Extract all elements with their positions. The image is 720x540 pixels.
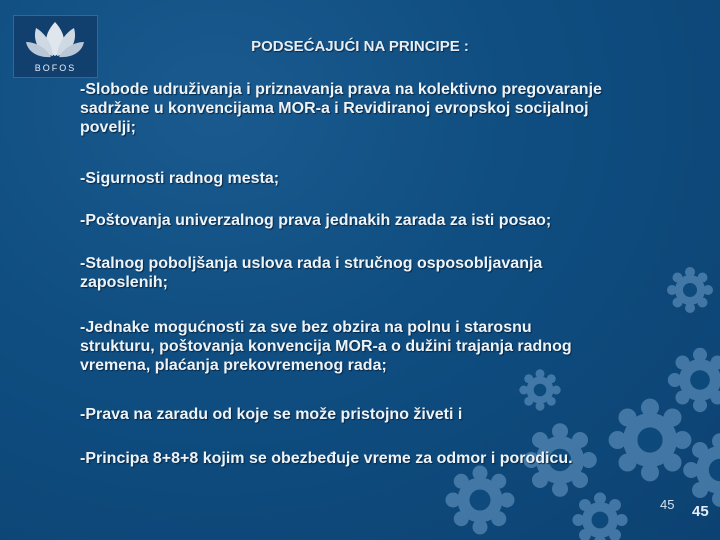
list-item: -Prava na zaradu od koje se može pristojno živeti i	[80, 406, 463, 423]
list-item: -Sigurnosti radnog mesta;	[80, 170, 280, 187]
company-logo	[13, 15, 98, 78]
list-item: -Principa 8+8+8 kojim se obezbeđuje vreme za odmor i porodicu.	[80, 450, 573, 467]
slide-title: PODSEĆAJUĆI NA PRINCIPE :	[251, 38, 469, 55]
page-number-overlay: 45	[660, 497, 675, 512]
logo-text: BOFOS	[34, 63, 77, 73]
list-item: -Slobode udruživanja i priznavanja prava na kolektivno pregovaranje sadržane u konvencijama MOR-a i Revidiranoj evropskoj socijalnoj povelji;	[80, 81, 602, 136]
page-number: 45	[692, 503, 709, 520]
lotus-logo-icon	[14, 16, 97, 64]
list-item: -Poštovanja univerzalnog prava jednakih zarada za isti posao;	[80, 212, 552, 229]
list-item: -Stalnog poboljšanja uslova rada i stručnog osposobljavanja zaposlenih;	[80, 255, 543, 291]
list-item: -Jednake mogućnosti za sve bez obzira na polnu i starosnu strukturu, poštovanja konvencija MOR-a o dužini trajanja radnog vremena, plaćanja prekovremenog rada;	[80, 319, 572, 374]
